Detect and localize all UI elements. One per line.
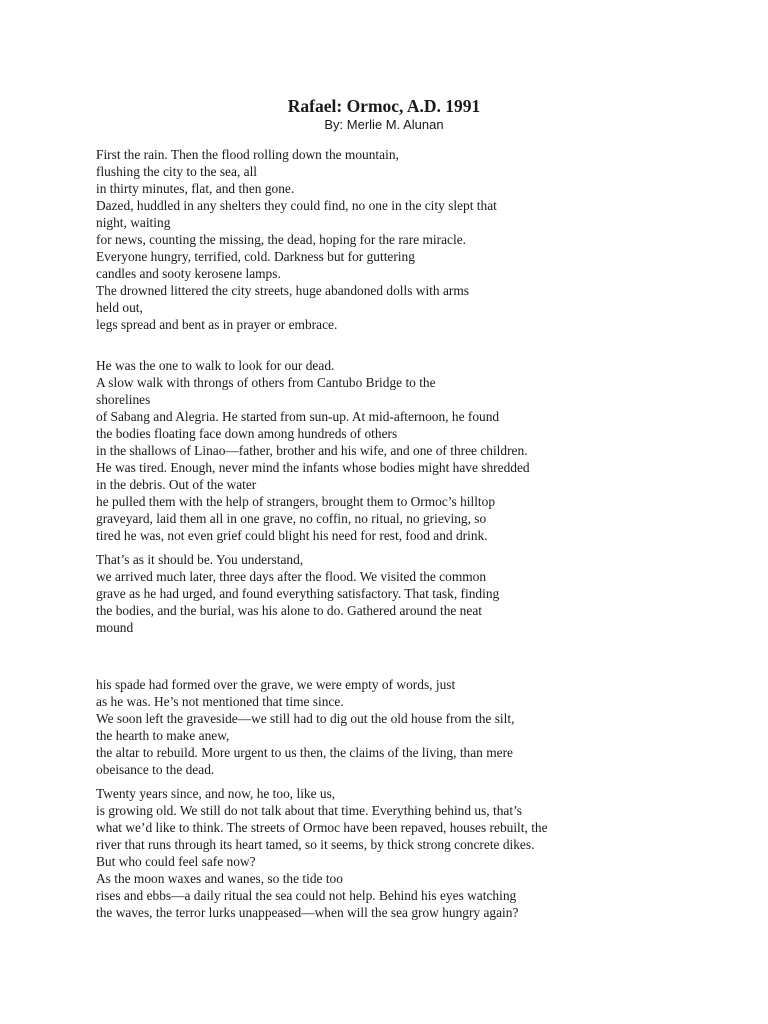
poem-line: flushing the city to the sea, all — [96, 164, 258, 179]
stanza-3 — [96, 551, 756, 636]
poem-line: A slow walk with throngs of others from Cantubo Bridge to the — [96, 375, 436, 390]
poem-line: the bodies, and the burial, was his alone to do. Gathered around the neat — [96, 603, 482, 618]
poem-line: the altar to rebuild. More urgent to us then, the claims of the living, than mere — [96, 745, 513, 760]
poem-line: First the rain. Then the flood rolling down the mountain, — [96, 147, 399, 162]
poem-line: we arrived much later, three days after the flood. We visited the common — [96, 569, 487, 584]
stanza-1 — [96, 146, 756, 333]
poem-line: We soon left the graveside—we still had to dig out the old house from the silt, — [96, 711, 515, 726]
poem-line: in the debris. Out of the water — [96, 477, 257, 492]
poem-line: tired he was, not even grief could blight his need for rest, food and drink. — [96, 528, 488, 543]
poem-line: night, waiting — [96, 215, 171, 230]
poem-line: Everyone hungry, terrified, cold. Darkness but for guttering — [96, 249, 415, 264]
poem-line: He was tired. Enough, never mind the infants whose bodies might have shredded — [96, 460, 530, 475]
poem-line: Twenty years since, and now, he too, like us, — [96, 786, 336, 801]
poem-line: legs spread and bent as in prayer or embrace. — [96, 317, 338, 332]
poem-line: what we’d like to think. The streets of Ormoc have been repaved, houses rebuilt, the — [96, 820, 548, 835]
poem-line: held out, — [96, 300, 143, 315]
poem-line: he pulled them with the help of strangers, brought them to Ormoc’s hilltop — [96, 494, 496, 509]
poem-line: of Sabang and Alegria. He started from sun-up. At mid-afternoon, he found — [96, 409, 500, 424]
poem-line: shorelines — [96, 392, 151, 407]
poem-line: He was the one to walk to look for our dead. — [96, 358, 335, 373]
stanza-5 — [96, 785, 756, 921]
poem-line: As the moon waxes and wanes, so the tide too — [96, 871, 343, 886]
poem-line: river that runs through its heart tamed, so it seems, by thick strong concrete dikes. — [96, 837, 535, 852]
stanza-4 — [96, 676, 756, 778]
poem-line: is growing old. We still do not talk about that time. Everything behind us, that’s — [96, 803, 523, 818]
poem-line: But who could feel safe now? — [96, 854, 256, 869]
poem-line: his spade had formed over the grave, we were empty of words, just — [96, 677, 456, 692]
poem-line: the hearth to make anew, — [96, 728, 230, 743]
poem-line: in thirty minutes, flat, and then gone. — [96, 181, 295, 196]
poem-line: candles and sooty kerosene lamps. — [96, 266, 281, 281]
poem-line: the bodies floating face down among hundreds of others — [96, 426, 398, 441]
poem-line: rises and ebbs—a daily ritual the sea could not help. Behind his eyes watching — [96, 888, 517, 903]
poem-line: obeisance to the dead. — [96, 762, 215, 777]
poem-title: Rafael: Ormoc, A.D. 1991 — [287, 96, 481, 116]
poem-line: grave as he had urged, and found everything satisfactory. That task, finding — [96, 586, 500, 601]
stanza-2 — [96, 357, 756, 544]
poem-line: That’s as it should be. You understand, — [96, 552, 304, 567]
poem-line: as he was. He’s not mentioned that time since. — [96, 694, 344, 709]
poem-line: The drowned littered the city streets, huge abandoned dolls with arms — [96, 283, 469, 298]
poem-line: mound — [96, 620, 134, 635]
poem-line: the waves, the terror lurks unappeased—when will the sea grow hungry again? — [96, 905, 519, 920]
poem-line: in the shallows of Linao—father, brother and his wife, and one of three children. — [96, 443, 528, 458]
poem-author: By: Merlie M. Alunan — [324, 117, 444, 132]
poem-line: graveyard, laid them all in one grave, no coffin, no ritual, no grieving, so — [96, 511, 487, 526]
poem-line: Dazed, huddled in any shelters they could find, no one in the city slept that — [96, 198, 497, 213]
poem-line: for news, counting the missing, the dead, hoping for the rare miracle. — [96, 232, 466, 247]
